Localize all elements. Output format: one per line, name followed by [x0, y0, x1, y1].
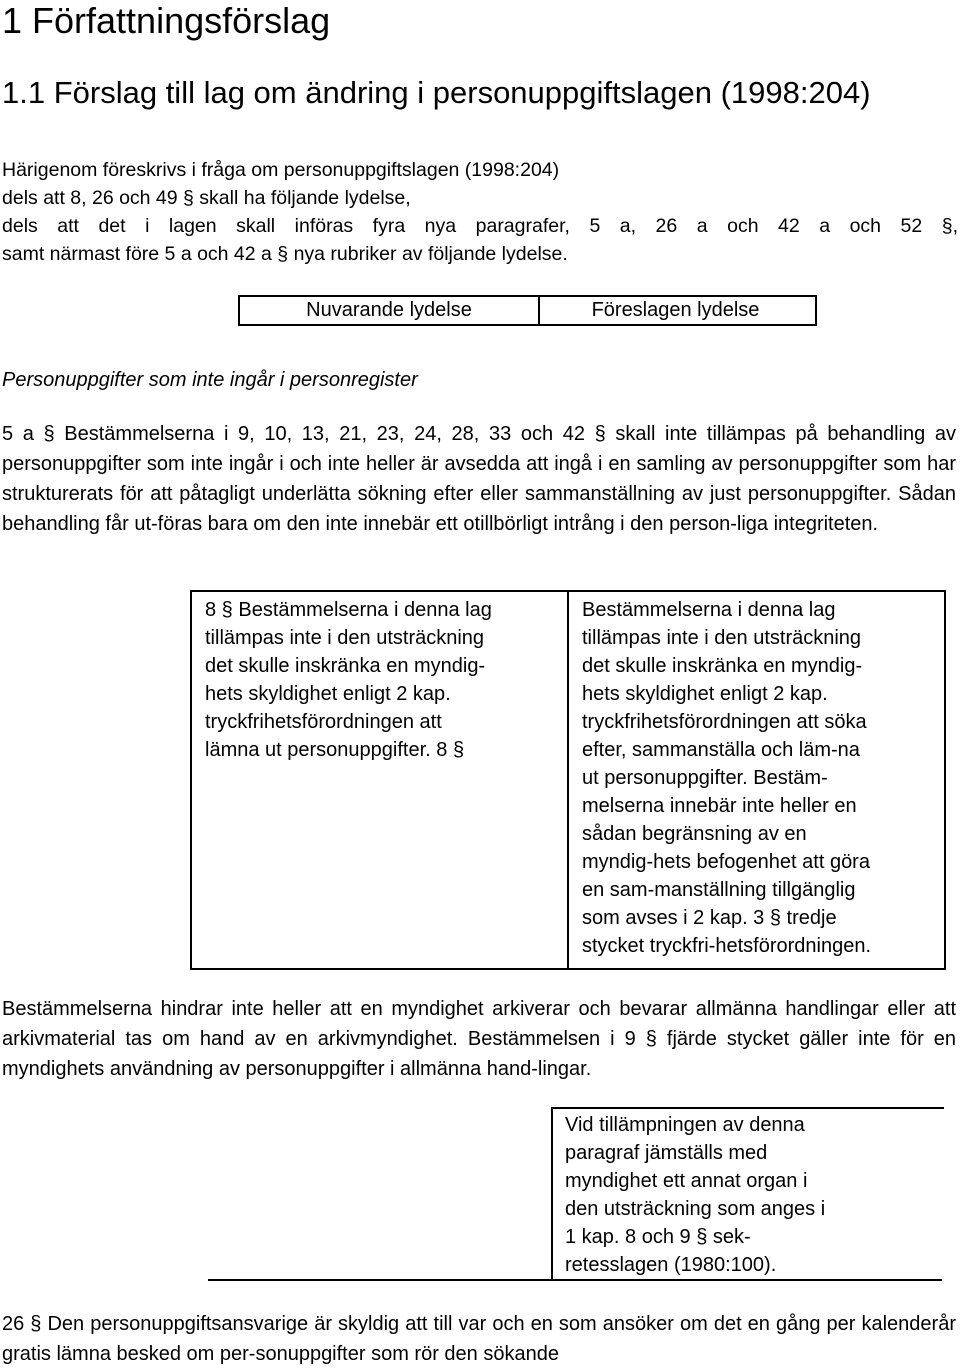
paragraph-archive: Bestämmelserna hindrar inte heller att en myndighet arkiverar och bevarar allmänna handlingar eller att arkivmaterial tas om hand av en arkivmyndighet. Bestämmelsen i 9 § fjärde stycket gäller inte för en myndighets användning av personuppgifter i allmänna hand-lingar.	[2, 998, 956, 1080]
section-heading: Personuppgifter som inte ingår i personregister	[2, 369, 418, 391]
current-wording-cell: 8 § Bestämmelserna i denna lag tillämpas inte i den utsträckning det skulle inskränka en myndig- hets skyldighet enligt 2 kap. tryckfrihetsförordningen att lämna ut personuppgifter. 8 §	[205, 599, 492, 761]
intro-line: Härigenom föreskrivs i fråga om personuppgiftslagen (1998:204)	[2, 159, 560, 181]
section-title: 1.1 Förslag till lag om ändring i personuppgiftslagen (1998:204)	[2, 75, 871, 110]
secrecy-wording-cell: Vid tillämpningen av denna paragraf jämställs med myndighet ett annat organ i den utsträckning som anges i 1 kap. 8 och 9 § sek- retesslagen (1980:100).	[565, 1114, 826, 1276]
paragraph-26: 26 § Den personuppgiftsansvarige är skyldig att till var och en som ansöker om det en gång per kalenderår gratis lämna besked om per-sonuppgifter som rör den sökande	[2, 1313, 956, 1365]
proposed-wording-cell: Bestämmelserna i denna lag tillämpas inte i den utsträckning det skulle inskränka en myndig- hets skyldighet enligt 2 kap. tryckfrihetsförordningen att söka efter, sammanställa och läm-na ut personuppgifter. Bestäm- melserna innebär inte heller en sådan begränsning av en myndig-hets befogenhet att göra en sam-manställning tillgänglig som avses i 2 kap. 3 § tredje stycket tryckfri-hetsförordningen.	[582, 599, 871, 957]
intro-line: dels att det i lagen skall införas fyra nya paragrafer, 5 a, 26 a och 42 a och 52 §,	[2, 215, 958, 237]
box-bottom-rule	[208, 1279, 942, 1281]
intro-line: dels att 8, 26 och 49 § skall ha följande lydelse,	[2, 187, 411, 209]
intro-text	[2, 156, 958, 268]
paragraph-5a: 5 a § Bestämmelserna i 9, 10, 13, 21, 23, 24, 28, 33 och 42 § skall inte tillämpas på behandling av personuppgifter som inte ingår i och inte heller är avsedda att ingå i en samling av personuppgifter som har strukturerats för att påtagligt underlätta sökning efter eller sammanställning av just personuppgifter. Sådan behandling får ut-föras bara om den inte innebär ett otillbörligt intrång i den person-liga integriteten.	[2, 423, 956, 535]
column-header-proposed: Föreslagen lydelse	[536, 295, 817, 326]
chapter-title: 1 Författningsförslag	[2, 0, 331, 41]
intro-line: samt närmast före 5 a och 42 a § nya rubriker av följande lydelse.	[2, 243, 568, 265]
column-header-current: Nuvarande lydelse	[238, 295, 540, 326]
column-divider	[567, 592, 569, 968]
comparison-table	[190, 590, 946, 970]
proposed-addition-box	[551, 1107, 944, 1281]
